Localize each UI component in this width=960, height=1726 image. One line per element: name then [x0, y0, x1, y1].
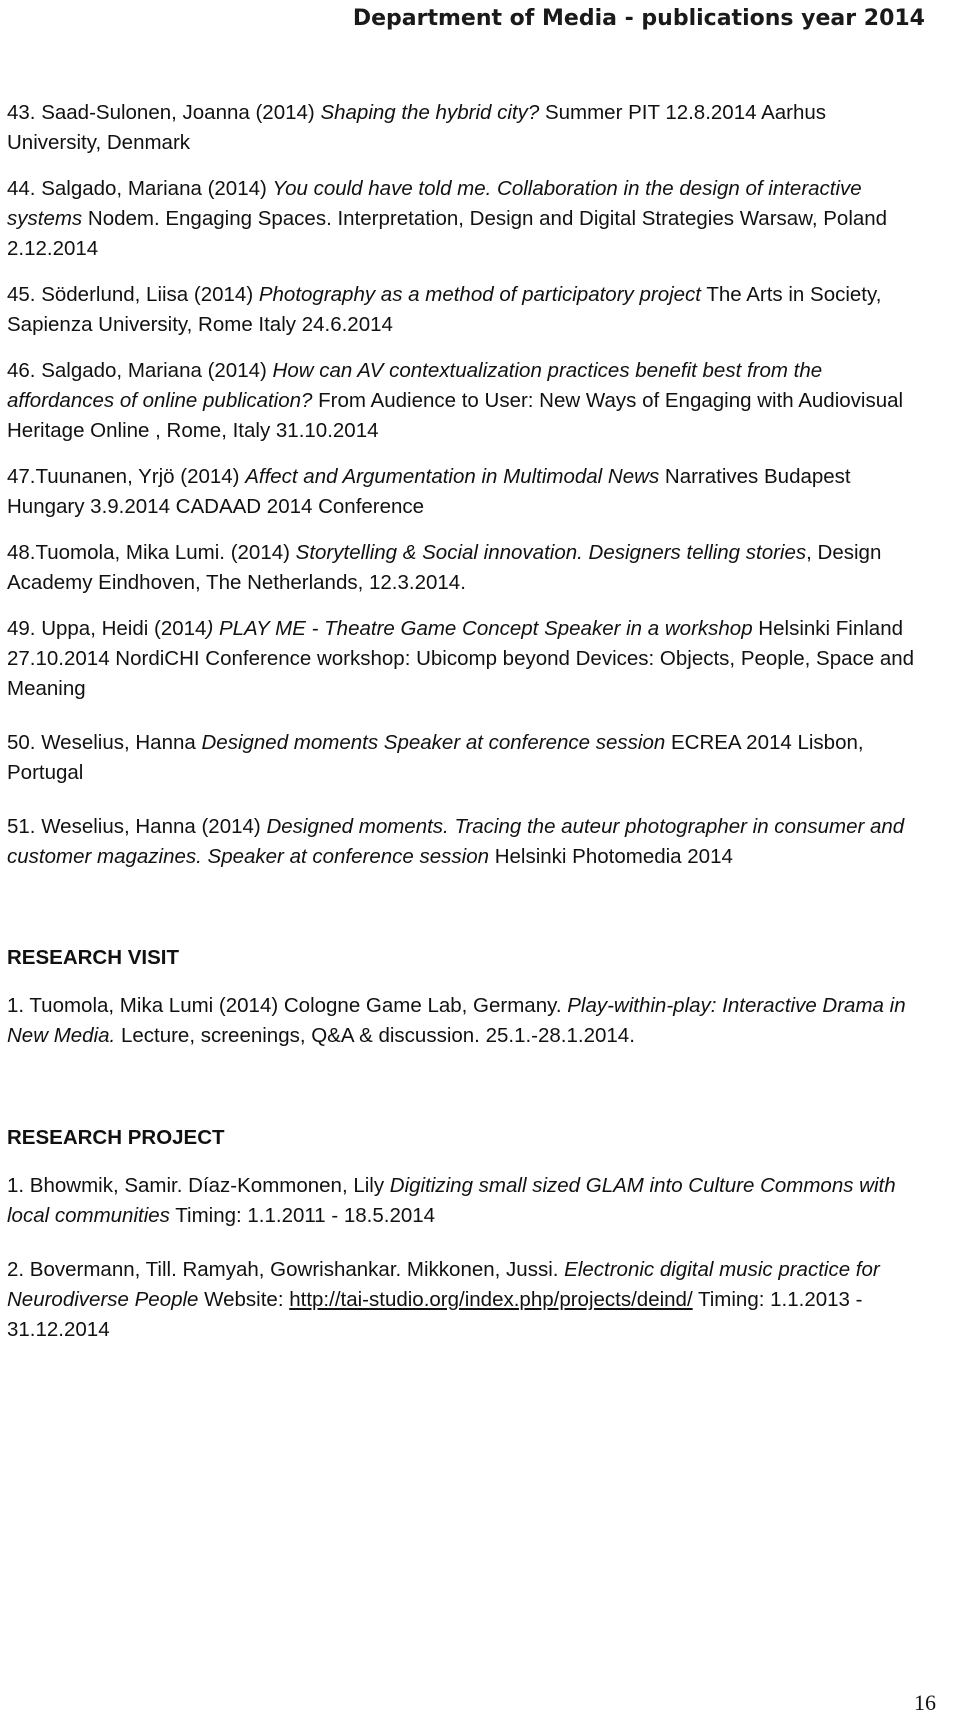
research-visit-heading: RESEARCH VISIT [7, 946, 179, 969]
section-spacer [7, 1067, 922, 1123]
research-project-heading: RESEARCH PROJECT [7, 1126, 225, 1149]
list-item-48: 48.Tuomola, Mika Lumi. (2014) Storytelling & Social innovation. Designers telling stories, Design Academy Eindhoven, The Netherlands, 12.3.2014. [7, 541, 882, 594]
research-project-item-2: 2. Bovermann, Till. Ramyah, Gowrishankar. Mikkonen, Jussi. Electronic digital music practice for Neurodiverse People Website: http://tai-studio.org/index.php/projects/deind/ Timing: 1.1.2013 - 31.12.2014 [7, 1258, 880, 1341]
page-header-title: Department of Media - publications year 2014 [352, 6, 925, 31]
research-visit-item-1: 1. Tuomola, Mika Lumi (2014) Cologne Game Lab, Germany. Play-within-play: Interactive Drama in New Media. Lecture, screenings, Q&A & discussion. 25.1.-28.1.2014. [7, 994, 906, 1047]
list-item-46: 46. Salgado, Mariana (2014) How can AV contextualization practices benefit best from the affordances of online publication? From Audience to User: New Ways of Engaging with Audiovisual Heritage Online , Rome, Italy 31.10.2014 [7, 359, 904, 442]
list-item-51: 51. Weselius, Hanna (2014) Designed moments. Tracing the auteur photographer in consumer and customer magazines. Speaker at conference session Helsinki Photomedia 2014 [7, 815, 905, 868]
list-item-43: 43. Saad-Sulonen, Joanna (2014) Shaping the hybrid city? Summer PIT 12.8.2014 Aarhus University, Denmark [7, 101, 827, 154]
list-item-49: 49. Uppa, Heidi (2014) PLAY ME - Theatre Game Concept Speaker in a workshop Helsinki Finland 27.10.2014 NordiCHI Conference workshop: Ubicomp beyond Devices: Objects, People, Space and Meaning [7, 617, 915, 700]
project-website-link[interactable]: http://tai-studio.org/index.php/projects/deind/ [289, 1288, 693, 1311]
list-item-45: 45. Söderlund, Liisa (2014) Photography as a method of participatory project The Arts in Society, Sapienza University, Rome Italy 24.6.2014 [7, 283, 882, 336]
publication-list [7, 98, 922, 1361]
list-item-50: 50. Weselius, Hanna Designed moments Speaker at conference session ECREA 2014 Lisbon, Portugal [7, 731, 864, 784]
section-spacer [7, 888, 922, 943]
list-item-47: 47.Tuunanen, Yrjö (2014) Affect and Argumentation in Multimodal News Narratives Budapest Hungary 3.9.2014 CADAAD 2014 Conference [7, 465, 851, 518]
research-project-item-1: 1. Bhowmik, Samir. Díaz-Kommonen, Lily Digitizing small sized GLAM into Culture Commons with local communities Timing: 1.1.2011 - 18.5.2014 [7, 1174, 896, 1227]
list-item-44: 44. Salgado, Mariana (2014) You could have told me. Collaboration in the design of interactive systems Nodem. Engaging Spaces. Interpretation, Design and Digital Strategies Warsaw, Poland 2.12.2014 [7, 177, 888, 260]
page-number: 16 [914, 1690, 936, 1715]
